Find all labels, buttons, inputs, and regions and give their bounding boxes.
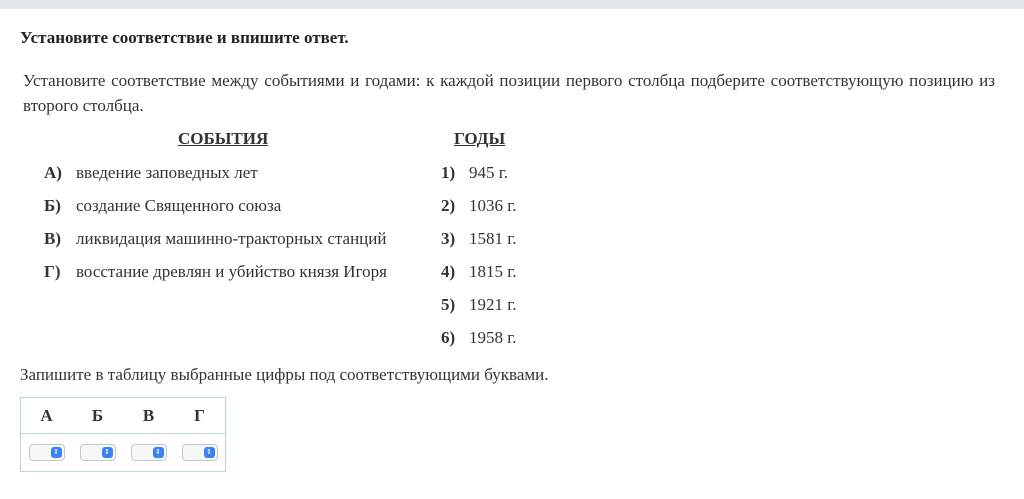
year-number: 6) [441, 328, 456, 347]
chevron-up-down-icon: ⇕ [51, 447, 62, 458]
answer-cell [21, 434, 73, 472]
answer-select-v[interactable] [131, 444, 167, 461]
year-number: 1) [441, 163, 456, 182]
answer-column-g: Г [174, 398, 226, 434]
event-letter: В) [44, 229, 61, 248]
top-bar [0, 0, 1024, 9]
task-intro: Установите соответствие между событиями и годами: к каждой позиции первого столбца подберите соответствующую позицию из второго столбца. [23, 71, 995, 115]
answer-instruction: Запишите в таблицу выбранные цифры под соответствующими буквами. [20, 365, 549, 384]
chevron-up-down-icon: ⇕ [204, 447, 215, 458]
answer-table [20, 397, 226, 472]
year-text: 1581 г. [469, 229, 517, 248]
year-number: 2) [441, 196, 456, 215]
events-column-header: СОБЫТИЯ [178, 129, 269, 148]
year-text: 1036 г. [469, 196, 517, 215]
answer-cell [174, 434, 226, 472]
event-text: восстание древлян и убийство князя Игоря [76, 262, 387, 281]
answer-column-b: Б [72, 398, 123, 434]
answer-table-select-row [21, 434, 226, 472]
answer-cell [123, 434, 174, 472]
event-text: введение заповедных лет [76, 163, 258, 182]
year-number: 3) [441, 229, 456, 248]
event-letter: А) [44, 163, 62, 182]
answer-cell [72, 434, 123, 472]
event-letter: Г) [44, 262, 61, 281]
answer-table-header-row [21, 398, 226, 434]
task-title: Установите соответствие и впишите ответ. [20, 28, 349, 47]
chevron-up-down-icon: ⇕ [102, 447, 113, 458]
year-text: 1921 г. [469, 295, 517, 314]
year-text: 1815 г. [469, 262, 517, 281]
year-number: 5) [441, 295, 456, 314]
event-text: создание Священного союза [76, 196, 282, 215]
answer-select-a[interactable] [29, 444, 65, 461]
years-column-header: ГОДЫ [454, 129, 506, 148]
year-number: 4) [441, 262, 456, 281]
answer-column-v: В [123, 398, 174, 434]
year-text: 1958 г. [469, 328, 517, 347]
event-text: ликвидация машинно-тракторных станций [76, 229, 387, 248]
answer-select-g[interactable] [182, 444, 218, 461]
chevron-up-down-icon: ⇕ [153, 447, 164, 458]
event-letter: Б) [44, 196, 61, 215]
answer-column-a: А [21, 398, 73, 434]
year-text: 945 г. [469, 163, 509, 182]
answer-select-b[interactable] [80, 444, 116, 461]
